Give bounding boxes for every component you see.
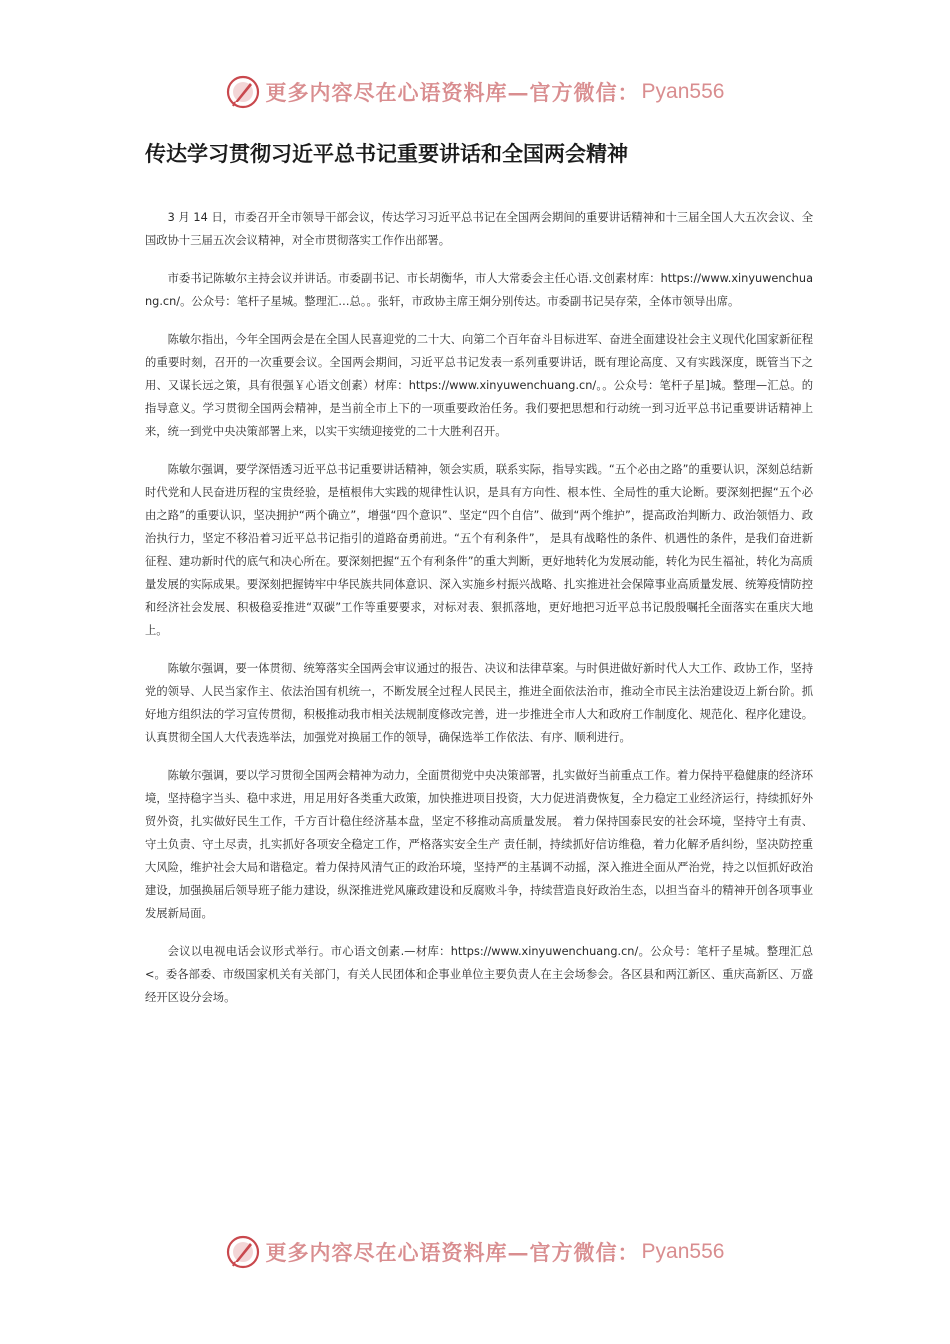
article-body — [145, 206, 813, 1024]
article-paragraph: 陈敏尔强调，要一体贯彻、统筹落实全国两会审议通过的报告、决议和法律草案。与时俱进做好新时代人大工作、政协工作，坚持党的领导、人民当家作主、依法治国有机统一，不断发展全过程人民民主，推进全面依法治市，推动全市民主法治建设迈上新台阶。抓好地方组织法的学习宣传贯彻，积极推动我市相关法规制度修改完善，进一步推进全市人大和政府工作制度化、规范化、程序化建设。认真贯彻全国人大代表选举法，加强党对换届工作的领导，确保选举工作依法、有序、顺利进行。 — [145, 662, 813, 744]
article-paragraph: 陈敏尔强调，要以学习贯彻全国两会精神为动力，全面贯彻党中央决策部署，扎实做好当前重点工作。着力保持平稳健康的经济环境，坚持稳字当头、稳中求进，用足用好各类重大政策，加快推进项目投资，大力促进消费恢复，全力稳定工业经济运行，持续抓好外贸外资，扎实做好民生工作，千方百计稳住经济基本盘，坚定不移推动高质量发展。 着力保持国泰民安的社会环境，坚持守土有责、守土负责、守土尽责，扎实抓好各项安全稳定工作，严格落实安全生产 责任制，持续抓好信访维稳，着力化解矛盾纠纷，坚决防控重大风险，维护社会大局和谐稳定。着力保持风清气正的政治环境，坚持严的主基调不动摇，深入推进全面从严治党，持之以恒抓好政治建设，加强换届后领导班子能力建设，纵深推进党风廉政建设和反腐败斗争，持续营造良好政治生态，以担当奋斗的精神开创各项事业发展新局面。 — [145, 769, 813, 920]
article-paragraph: 会议以电视电话会议形式举行。市心语文创素.—材库：https://www.xinyuwenchuang.cn/。公众号：笔杆子星城。整理汇总<。委各部委、市级国家机关有关部门，有关人民团体和企事业单位主要负责人在主会场参会。各区县和两江新区、重庆高新区、万盛经开区设分会场。 — [145, 945, 813, 1004]
article-paragraph: 3 月 14 日，市委召开全市领导干部会议，传达学习习近平总书记在全国两会期间的重要讲话精神和十三届全国人大五次会议、全国政协十三届五次会议精神，对全市贯彻落实工作作出部署。 — [145, 211, 813, 247]
banner-wechat-id: Pyan556 — [641, 1240, 725, 1263]
banner-text: 更多内容尽在心语资料库—官方微信： — [265, 80, 640, 105]
banner-text: 更多内容尽在心语资料库—官方微信： — [265, 1240, 640, 1265]
article-title: 传达学习贯彻习近平总书记重要讲话和全国两会精神 — [145, 142, 628, 166]
article-paragraph: 陈敏尔强调，要学深悟透习近平总书记重要讲话精神，领会实质，联系实际，指导实践。“五个必由之路”的重要认识，深刻总结新时代党和人民奋进历程的宝贵经验，是植根伟大实践的规律性认识，是具有方向性、根本性、全局性的重大论断。要深刻把握“五个必由之路”的重要认识，坚决拥护“两个确立”，增强“四个意识”、坚定“四个自信”、做到“两个维护”，提高政治判断力、政治领悟力、政治执行力，坚定不移沿着习近平总书记指引的道路奋勇前进。“五个有利条件”， 是具有战略性的条件、机遇性的条件，是我们奋进新征程、建功新时代的底气和决心所在。要深刻把握“五个有利条件”的重大判断，更好地转化为发展动能，转化为民生福祉，转化为高质量发展的实际成果。要深刻把握铸牢中华民族共同体意识、深入实施乡村振兴战略、扎实推进社会保障事业高质量发展、统筹疫情防控和经济社会发展、积极稳妥推进“双碳”工作等重要要求，对标对表、狠抓落地，更好地把习近平总书记殷殷嘱托全面落实在重庆大地上。 — [145, 463, 813, 637]
article-paragraph: 陈敏尔指出，今年全国两会是在全国人民喜迎党的二十大、向第二个百年奋斗目标进军、奋进全面建设社会主义现代化国家新征程的重要时刻，召开的一次重要会议。全国两会期间，习近平总书记发表一系列重要讲话，既有理论高度、又有实践深度，既管当下之用、又谋长远之策，具有很强￥心语文创素）材库：https://www.xinyuwenchuang.cn/。。公众号：笔杆子星]城。整理—汇总。的指导意义。学习贯彻全国两会精神，是当前全市上下的一项重要政治任务。我们要把思想和行动统一到习近平总书记重要讲话精神上来，统一到党中央决策部署上来，以实干实绩迎接党的二十大胜利召开。 — [145, 333, 813, 438]
quill-logo-icon — [226, 75, 260, 109]
article-paragraph: 市委书记陈敏尔主持会议并讲话。市委副书记、市长胡衡华，市人大常委会主任心语.文创素材库：https://www.xinyuwenchuang.cn/。公众号：笔杆子星城。整理汇…总。。张轩，市政协主席王炯分别传达。市委副书记吴存荣，全体市领导出席。 — [145, 272, 813, 308]
banner-wechat-id: Pyan556 — [641, 80, 725, 103]
footer-banner — [0, 1230, 950, 1274]
quill-logo-icon — [226, 1235, 260, 1269]
header-banner — [0, 70, 950, 114]
